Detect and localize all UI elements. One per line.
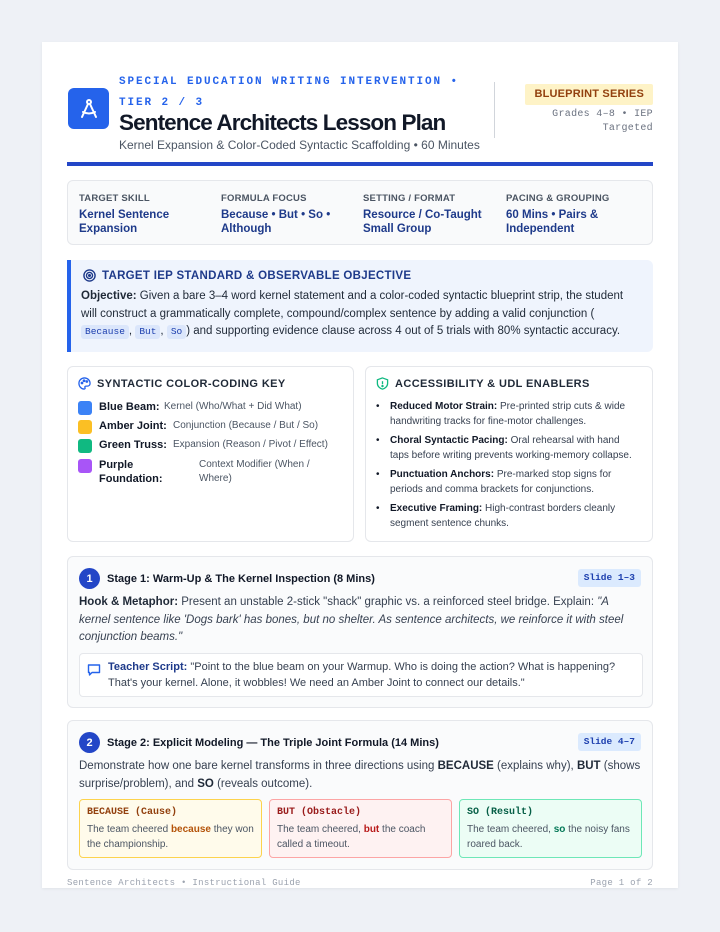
color-key-heading xyxy=(78,377,286,390)
example-text xyxy=(277,822,447,852)
desc-keyword: SO xyxy=(197,777,214,790)
objective-sep: , xyxy=(160,325,167,337)
objective-text xyxy=(81,288,641,341)
page-title: Sentence Architects Lesson Plan xyxy=(119,110,446,135)
key-name: Green Truss: xyxy=(99,439,167,451)
example-head: BUT (Obstacle) xyxy=(277,807,362,818)
example-head: BECAUSE (Cause) xyxy=(87,807,178,818)
stage-1-card xyxy=(67,556,653,708)
info-value: Resource / Co-Taught Small Group xyxy=(363,209,482,235)
info-value: Kernel Sentence Expansion xyxy=(79,209,170,235)
key-row-green-truss xyxy=(78,438,328,453)
stage-2-card xyxy=(67,720,653,870)
info-setting-format xyxy=(363,193,503,236)
example-keyword: so xyxy=(553,824,566,835)
example-text xyxy=(87,822,257,852)
key-desc: Conjunction (Because / But / So) xyxy=(173,420,319,431)
info-pacing-grouping xyxy=(506,193,646,236)
green-swatch xyxy=(78,439,92,453)
grades-line-2: Targeted xyxy=(602,123,653,134)
objective-sep: , xyxy=(128,325,136,337)
example-pre: The team cheered, xyxy=(467,824,554,835)
teacher-script xyxy=(79,653,643,697)
header-rule xyxy=(67,162,653,166)
udl-item xyxy=(376,501,638,531)
grades-label xyxy=(552,108,653,136)
objective-label: Objective: xyxy=(81,290,137,302)
key-name: Amber Joint: xyxy=(99,420,167,432)
objective-text-part: Given a bare 3–4 word kernel statement and a color-coded syntactic blueprint strip, the student will construct a grammatically complete, compound/complex sentence by adding a valid conjunction ( xyxy=(81,290,624,320)
key-desc: Context Modifier (When / Where) xyxy=(199,459,310,484)
series-badge: BLUEPRINT SERIES xyxy=(525,84,653,105)
key-desc: Expansion (Reason / Pivot / Effect) xyxy=(173,439,328,450)
example-keyword: because xyxy=(170,824,211,835)
info-key: FORMULA FOCUS xyxy=(221,193,307,204)
example-pre: The team cheered xyxy=(87,824,171,835)
key-name: Purple Foundation: xyxy=(99,459,163,485)
header-divider xyxy=(494,82,495,138)
example-keyword: but xyxy=(363,824,380,835)
example-pre: The team cheered, xyxy=(277,824,364,835)
udl-item-text: High-contrast borders cleanly segment sentence chunks. xyxy=(390,503,616,529)
code-but: But xyxy=(135,325,160,339)
key-row-purple-foundation xyxy=(78,458,319,486)
slide-badge: Slide 1–3 xyxy=(578,569,641,587)
desc-part: (reveals outcome). xyxy=(213,777,313,790)
example-because xyxy=(79,799,262,858)
lesson-page xyxy=(42,42,678,888)
code-because: Because xyxy=(81,325,129,339)
script-body: "Point to the blue beam on your Warmup. Who is doing the action? What is happening? That's your kernel. Alone, it wobbles! We need an Amber Joint to connect our details." xyxy=(108,661,616,689)
udl-item-text: Pre-printed strip cuts & wide handwriting tracks for fine-motor challenges. xyxy=(390,401,626,427)
stage-number: 2 xyxy=(79,732,100,753)
example-post: they won the championship. xyxy=(87,824,254,850)
target-icon xyxy=(83,269,96,282)
info-key: PACING & GROUPING xyxy=(506,193,610,204)
script-label: Teacher Script: xyxy=(108,661,188,673)
udl-item xyxy=(376,433,638,463)
desc-keyword: BECAUSE xyxy=(437,760,494,772)
stage-description xyxy=(79,758,643,793)
stage-title: Stage 2: Explicit Modeling — The Triple Joint Formula (14 Mins) xyxy=(107,737,439,749)
example-post: the coach called a timeout. xyxy=(277,824,426,850)
color-key-heading-text: SYNTACTIC COLOR-CODING KEY xyxy=(97,377,286,390)
example-head: SO (Result) xyxy=(467,807,534,818)
udl-item xyxy=(376,399,638,429)
amber-swatch xyxy=(78,420,92,434)
footer-left: Sentence Architects • Instructional Guide xyxy=(67,878,301,888)
objective-heading-text: TARGET IEP STANDARD & OBSERVABLE OBJECTIVE xyxy=(102,269,412,282)
slide-badge: Slide 4–7 xyxy=(578,733,641,751)
udl-item xyxy=(376,467,638,497)
example-post: the noisy fans roared back. xyxy=(467,824,630,850)
objective-heading xyxy=(83,269,411,282)
desc-keyword: BUT xyxy=(576,760,601,772)
desc-part: Demonstrate how one bare kernel transforms in three directions using xyxy=(79,760,438,772)
info-key: TARGET SKILL xyxy=(79,193,150,204)
footer-right: Page 1 of 2 xyxy=(590,878,653,888)
info-strip xyxy=(67,180,653,245)
palette-icon xyxy=(78,377,91,390)
shield-icon xyxy=(376,377,389,390)
stage-title: Stage 1: Warm-Up & The Kernel Inspection (8 Mins) xyxy=(107,573,375,585)
udl-heading xyxy=(376,377,590,390)
example-but xyxy=(269,799,452,858)
example-text xyxy=(467,822,637,852)
stage-hook xyxy=(79,594,643,647)
blue-swatch xyxy=(78,401,92,415)
compass-icon xyxy=(68,88,109,129)
udl-card xyxy=(365,366,653,542)
grades-line-1: Grades 4–8 • IEP xyxy=(552,109,653,120)
color-key-card xyxy=(67,366,354,542)
eyebrow-label: SPECIAL EDUCATION WRITING INTERVENTION • TIER 2 / 3 xyxy=(119,76,460,109)
key-desc: Kernel (Who/What + Did What) xyxy=(164,401,302,412)
key-row-amber-joint xyxy=(78,419,318,434)
page-subtitle: Kernel Expansion & Color-Coded Syntactic Scaffolding • 60 Minutes xyxy=(119,138,480,152)
stage-number: 1 xyxy=(79,568,100,589)
info-formula-focus xyxy=(221,193,361,236)
speech-bubble-icon xyxy=(87,663,101,677)
hook-label: Hook & Metaphor: xyxy=(79,596,179,608)
udl-item-label: Executive Framing: xyxy=(390,503,483,514)
key-row-blue-beam xyxy=(78,400,302,415)
desc-part: (shows surprise/problem), and xyxy=(79,760,641,790)
udl-heading-text: ACCESSIBILITY & UDL ENABLERS xyxy=(395,377,590,390)
udl-item-label: Reduced Motor Strain: xyxy=(390,401,498,412)
udl-item-text: Pre-marked stop signs for periods and comma brackets for conjunctions. xyxy=(390,469,612,495)
info-target-skill xyxy=(79,193,219,236)
script-text xyxy=(108,659,638,691)
desc-part: (explains why), xyxy=(493,760,577,772)
hook-text: Present an unstable 2-stick "shack" graphic vs. a reinforced steel bridge. Explain: xyxy=(178,596,598,608)
udl-item-label: Choral Syntactic Pacing: xyxy=(390,435,508,446)
info-key: SETTING / FORMAT xyxy=(363,193,456,204)
info-value: 60 Mins • Pairs & Independent xyxy=(506,209,599,235)
hook-quote: "A kernel sentence like 'Dogs bark' has bones, but no shelter. As sentence architects, we reinforce it with steel conjunction beams." xyxy=(79,596,624,643)
key-name: Blue Beam: xyxy=(99,401,160,413)
purple-swatch xyxy=(78,459,92,473)
objective-text-part: ) and supporting evidence clause across 4 out of 5 trials with 80% syntactic accuracy. xyxy=(186,325,621,337)
udl-item-text: Oral rehearsal with hand taps before writing prevents working-memory collapse. xyxy=(390,435,632,461)
objective-panel xyxy=(67,260,653,352)
info-value: Because • But • So • Although xyxy=(221,209,331,235)
udl-item-label: Punctuation Anchors: xyxy=(390,469,495,480)
code-so: So xyxy=(167,325,186,339)
example-so xyxy=(459,799,642,858)
